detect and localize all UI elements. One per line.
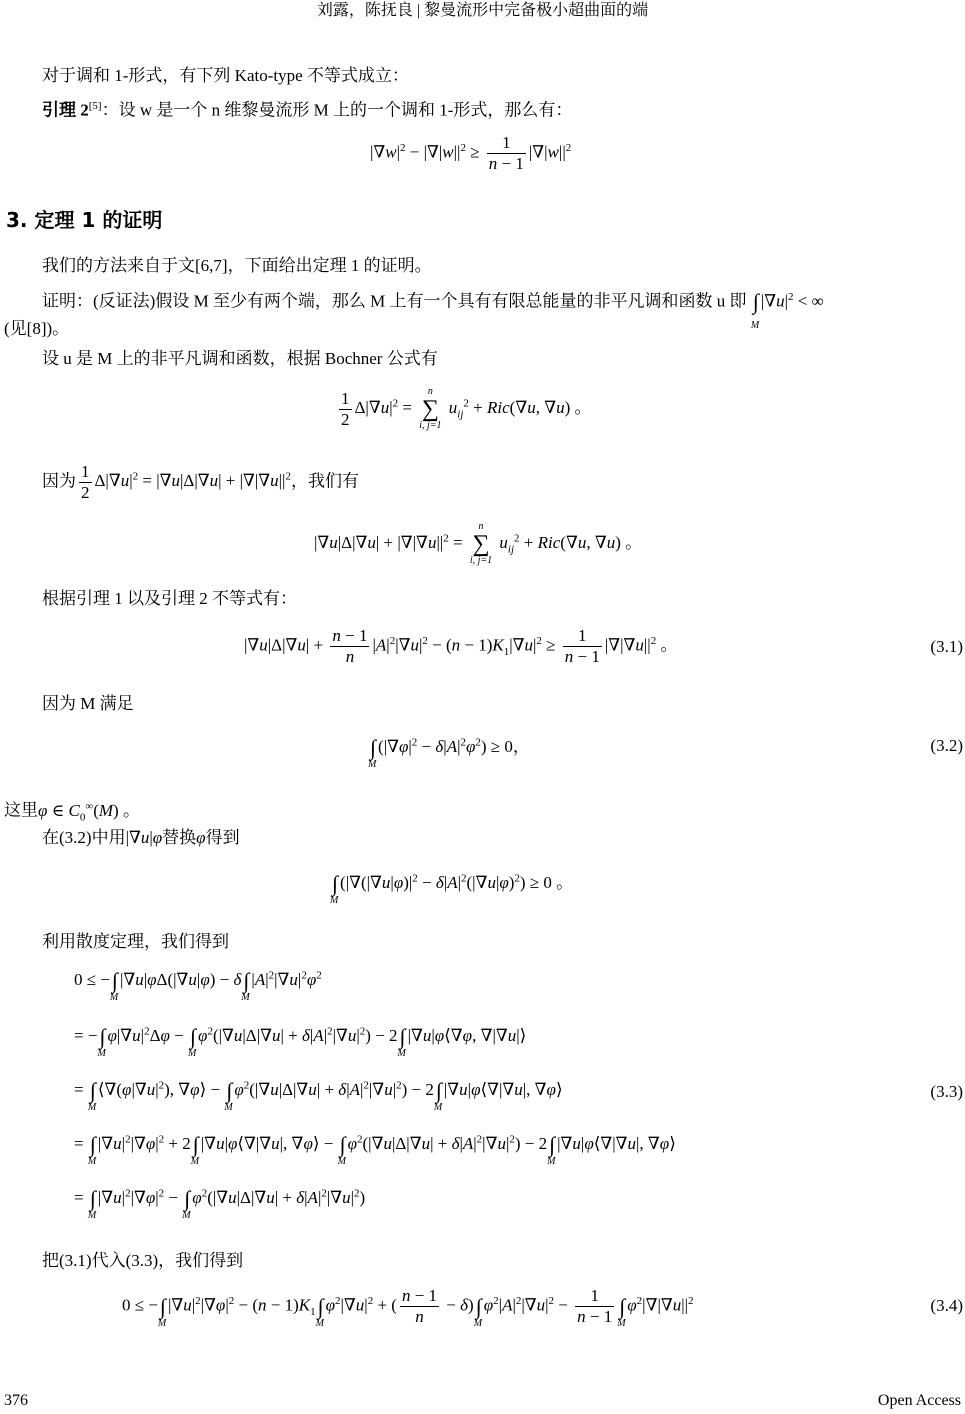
paragraph-substitute: 把(3.1)代入(3.3)，我们得到 [42,1251,244,1270]
replace-text-b: 替换 [162,828,197,847]
equation-replaced: ∫ M $(|\nabla(|\nabla u|\varphi)|^2 - \delta|A|^2(|\nabla u|\varphi)^2) \ge 0$ 。 [330,871,574,907]
equation-number-3-3: (3.3) [930,1082,963,1101]
running-header: 刘露，陈抚良 | 黎曼流形中完备极小超曲面的端 [316,2,649,19]
equation-3-3-line-5: = ∫ M $|\nabla u|^2|\nabla\varphi|^2$ − ∫ M $\varphi^2(|\nabla u|\Delta|\nabla u| + \delta|A|^2|\nabla u|^2)$ [74,1186,366,1221]
paragraph-m-satisfies: 因为 M 满足 [42,694,134,713]
proof-text: 证明：(反证法)假设 M 至少有两个端，那么 M 上有一个具有有限总能量的非平凡调和函数 u 即 [42,291,747,311]
equation-number-3-4: (3.4) [930,1296,963,1315]
lemma-label: 引理 2 [42,100,89,120]
paragraph-method: 我们的方法来自于文[6,7]，下面给出定理 1 的证明。 [42,256,432,275]
replace-text-a: 在(3.2)中用 [42,828,126,847]
equation-3-1: |∇u|Δ|∇u| + $\frac{n - 1}{n}$ $|A|^2|\nabla u|^2 - (n - 1)K_1|\nabla u|^2$ ≥ $\frac{1}{n - 1}$ $|\nabla|\nabla u||^2$ 。 [244,626,678,666]
equation-3-3-line-3: = ∫ M $⟨\nabla(\varphi|\nabla u|^2)$, ∇φ⟩ − ∫ M $\varphi^2(|\nabla u|\Delta|\nabla u| + \delta|A|^2|\nabla u|^2) - 2\int$ M |∇u|φ⟨∇|∇u|, ∇φ⟩ [74,1078,563,1113]
equation-3-4: 0 ≤ −∫ M $|\nabla u|^2|\nabla\varphi|^2 - (n - 1)K_1\int$ M $\varphi^2|\nabla u|^2$ + ( $\frac{n - 1}{n}$ − δ)∫ M $\varphi^2|A|^2|\nabla u|^2$ − $\frac{1}{n - 1}$ ∫ M $\varphi^2|\nabla|\nabla u||^2$ [122,1286,694,1329]
paragraph-bochner: 设 u 是 M 上的非平凡调和函数，根据 Bochner 公式有 [42,349,438,368]
we-have-text: ，我们有 [290,471,359,491]
footer-open-access: Open Access [877,1392,961,1409]
equation-identity: $|\nabla u|\Delta|\nabla u| + |\nabla|\nabla u||^2$ = n ∑ i, j=1 $u_{ij}^2 + Ric(\nabla u$, ∇u) 。 [314,521,643,566]
paragraph-divergence: 利用散度定理，我们得到 [42,932,229,951]
replace-text-c: 得到 [205,828,240,847]
lemma-text: ：设 w 是一个 n 维黎曼流形 M 上的一个调和 1-形式，那么有： [101,100,573,120]
paragraph-replace: 在(3.2)中用|∇u|φ替换φ得到 [42,828,240,847]
paragraph-proof-cont: (见[8])。 [4,319,70,338]
because-text: 因为 [42,471,76,491]
paragraph-because: 因为 $\frac{1}{2}$ $\Delta|\nabla u|^2 = |\nabla u|\Delta|\nabla u| + |\nabla|\nabla u||^2$，我们有 [42,462,359,502]
equation-number-3-1: (3.1) [930,637,963,656]
equation-3-3-line-1: 0 ≤ −∫ M |∇u|φΔ(|∇u|φ) − δ∫ M $|A|^2|\nabla u|^2\varphi^2$ [74,968,322,1003]
equation-3-3-line-4: = ∫ M $|\nabla u|^2|\nabla\varphi|^2 + 2\int$ M |∇u|φ⟨∇|∇u|, ∇φ⟩ − ∫ M $\varphi^2(|\nabla u|\Delta|\nabla u| + \delta|A|^2|\nabla u|^2) - 2\int$ M |∇u|φ⟨∇|∇u|, ∇φ⟩ [74,1132,676,1167]
paragraph-kato: 对于调和 1-形式，有下列 Kato-type 不等式成立： [42,66,409,85]
lemma-ref: [5] [88,100,102,112]
equation-bochner: $\frac{1}{2}$ $\Delta|\nabla u|^2$ = n ∑ i, j=1 $u_{ij}^2 + Ric(\nabla u$, ∇u) 。 [341,386,592,431]
paragraph-lemmas: 根据引理 1 以及引理 2 不等式有： [42,589,297,608]
here-text: 这里 [4,800,38,820]
lemma-2 [42,94,572,123]
page-number: 376 [4,1392,28,1409]
equation-3-2: ∫ M $(|\nabla\varphi|^2 - \delta|A|^2\varphi^2) \ge 0$， [368,735,530,771]
equation-number-3-2: (3.2) [930,736,963,755]
equation-3-3-line-2: = −∫ M $\varphi|\nabla u|^2\Delta\varphi$ − ∫ M $\varphi^2(|\nabla u|\Delta|\nabla u| + \delta|A|^2|\nabla u|^2) - 2\int$ M |∇u|φ⟨∇φ, ∇|∇u|⟩ [74,1024,527,1059]
section-title: 3. 定理 1 的证明 [6,208,163,232]
paragraph-here: 这里φ ∈ $C_0^\infty(M)$ 。 [4,800,140,824]
equation-kato: $|\nabla w|^2 - |\nabla|w||^2$ ≥ $\frac{1}{n - 1}$ $|\nabla|w||^2$ [370,133,572,173]
paragraph-proof: 证明：(反证法)假设 M 至少有两个端，那么 M 上有一个具有有限总能量的非平凡调和函数 u 即 ∫ M $|\nabla u|^2$ < ∞ [42,288,824,331]
